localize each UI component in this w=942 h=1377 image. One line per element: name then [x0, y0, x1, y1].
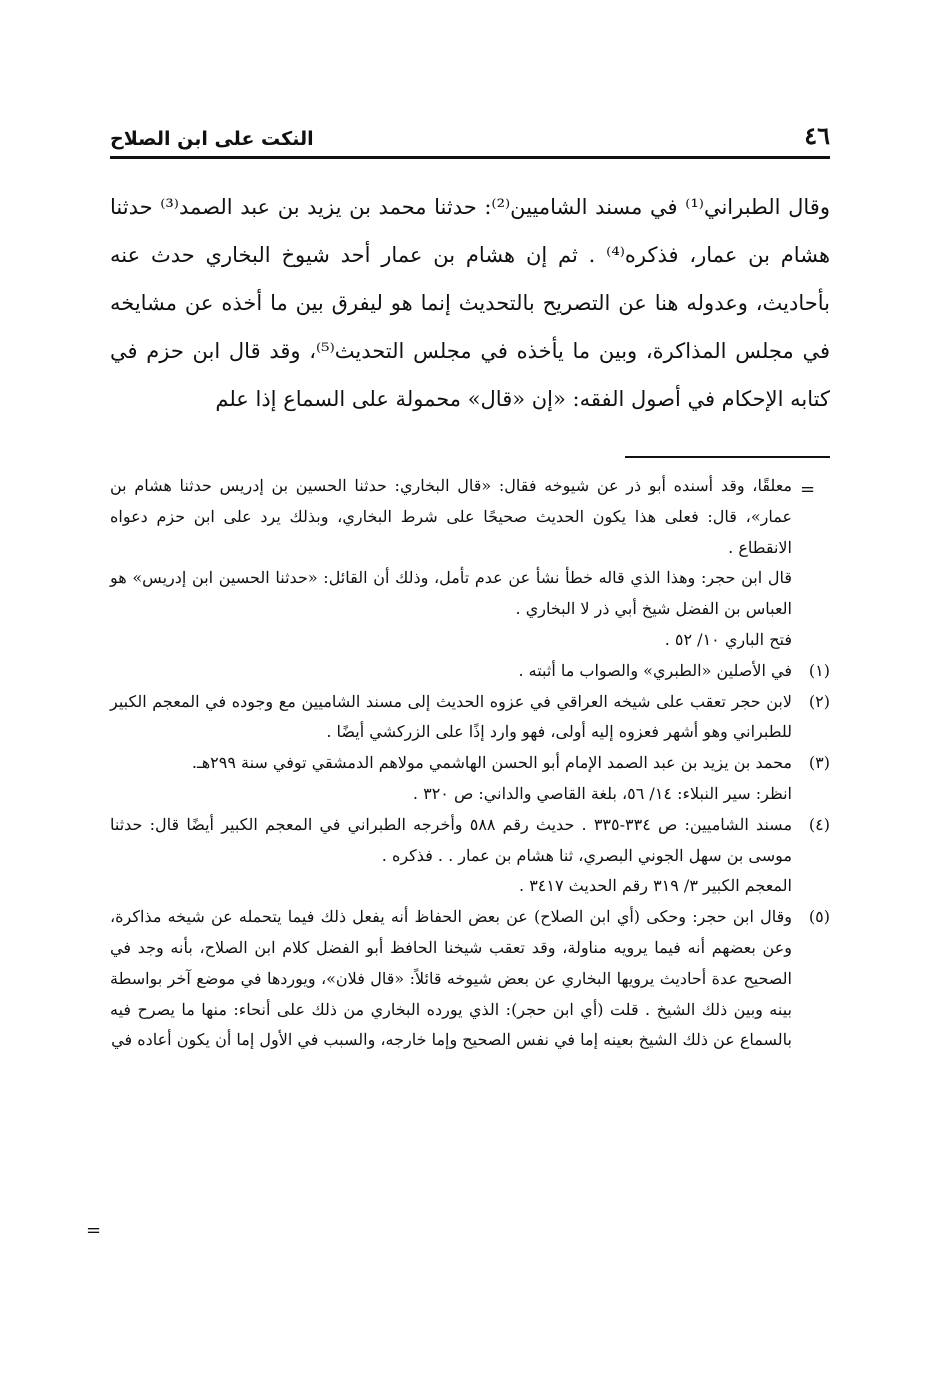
footnote-4	[110, 810, 830, 902]
footnote-5	[110, 902, 830, 1056]
footnote-number: (٤)	[808, 814, 830, 834]
footnote-text: مسند الشاميين: ص ٣٣٤-٣٣٥ . حديث رقم ٥٨٨ وأخرجه الطبراني في المعجم الكبير أيضًا قال: حدثنا موسى بن سهل الجوني البصري، ثنا هشام بن عمار . . فذكره .	[110, 814, 793, 865]
main-text	[110, 183, 830, 423]
footnote-text: وقال ابن حجر: وحكى (أي ابن الصلاح) عن بعض الحفاظ أنه يفعل ذلك فيما يتحمله عن شيخه مذاكرة، وعن بعضهم أنه فيما يرويه مناولة، وقد تعقب شيخنا الحافظ أبو الفضل كلام ابن الصلاح، بأنه وجد في الصحيح عدة أحاديث يرويها البخاري عن بعض شيوخه قائلاً: «قال فلان»، ويوردها في موضع آخر بواسطة بينه وبين ذلك الشيخ . قلت (أي ابن حجر): الذي يورده البخاري من ذلك على أنحاء: منها ما يصرح فيه بالسماع عن ذلك الشيخ بعينه إما في نفس الصحيح وإما خارجه، والسبب في الأول إما أن يكون أعاده في	[110, 907, 793, 1050]
footnote-continuation	[110, 471, 830, 656]
footnote-number: (٣)	[808, 753, 830, 773]
footnote-continuation-marker: =	[800, 479, 816, 500]
footnote-text: لابن حجر تعقب على شيخه العراقي في عزوه الحديث إلى مسند الشاميين مع وجوده في المعجم الكبير للطبراني وهو أشهر فعزوه إليه أولى، فهو وارد إذًا على الزركشي أيضًا .	[110, 691, 792, 742]
footnote-2	[110, 687, 830, 749]
main-paragraph: وقال الطبراني⁽¹⁾ في مسند الشاميين⁽²⁾: حدثنا محمد بن يزيد بن عبد الصمد⁽³⁾ حدثنا هشام بن عمار، فذكره⁽⁴⁾ . ثم إن هشام بن عمار أحد شيوخ البخاري حدث عنه بأحاديث، وعدوله هنا عن التصريح بالتحديث إنما هو ليفرق بين ما أخذه عن مشايخه في مجلس المذاكرة، وبين ما يأخذه في مجلس التحديث⁽⁵⁾، وقد قال ابن حزم في كتابه الإحكام في أصول الفقه: «إن «قال» محمولة على السماع إذا علم	[110, 195, 831, 411]
footnote-number: (١)	[808, 660, 830, 680]
header-divider	[110, 156, 830, 159]
page-header	[110, 118, 830, 150]
running-title: النكت على ابن الصلاح	[110, 128, 314, 150]
footnote-continuation-paragraph: قال ابن حجر: وهذا الذي قاله خطأ نشأ عن عدم تأمل، وذلك أن القائل: «حدثنا الحسين ابن إدريس» هو العباس بن الفضل شيخ أبي ذر لا البخاري .	[110, 568, 792, 619]
page-number: ٤٦	[804, 121, 830, 150]
footnote-text: محمد بن يزيد بن عبد الصمد الإمام أبو الحسن الهاشمي مولاهم الدمشقي توفي سنة ٢٩٩هـ.	[191, 753, 792, 773]
footnotes	[110, 471, 830, 1056]
footnote-reference: المعجم الكبير ٣/ ٣١٩ رقم الحديث ٣٤١٧ .	[519, 876, 792, 896]
footnote-continuation-paragraph: فتح الباري ١٠/ ٥٢ .	[664, 629, 792, 649]
footnote-number: (٥)	[808, 907, 830, 927]
footnote-divider	[625, 456, 830, 458]
footnote-3	[110, 748, 830, 810]
footnote-text: في الأصلين «الطبري» والصواب ما أثبته .	[518, 660, 792, 680]
footnote-number: (٢)	[808, 691, 830, 711]
footnote-1	[110, 656, 830, 687]
footnote-end-marker: =	[86, 1220, 102, 1241]
footnote-continuation-paragraph: معلقًا، وقد أسنده أبو ذر عن شيوخه فقال: «قال البخاري: حدثنا الحسين بن إدريس حدثنا هشام بن عمار»، قال: فعلى هذا يكون الحديث صحيحًا على شرط البخاري، وبذلك يرد على ابن حزم دعواه الانقطاع .	[110, 476, 793, 557]
footnote-reference: انظر: سير النبلاء: ١٤/ ٥٦، بلغة القاصي والداني: ص ٣٢٠ .	[412, 783, 792, 803]
